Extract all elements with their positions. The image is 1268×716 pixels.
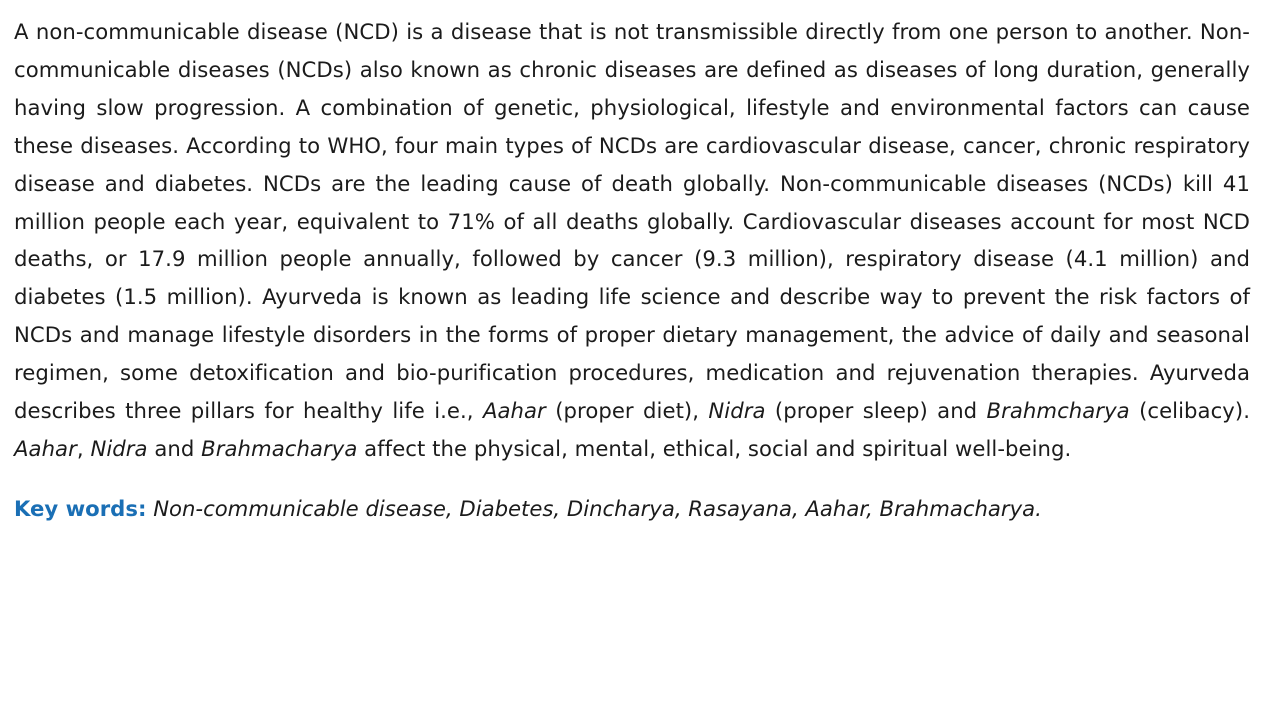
abstract-paragraph (14, 13, 1250, 468)
abstract-text-2: (proper diet), (545, 398, 709, 424)
term-aahar-2: Aahar (14, 435, 77, 461)
term-aahar: Aahar (482, 398, 546, 424)
term-nidra-2: Nidra (90, 435, 148, 461)
abstract-text-5: , (76, 435, 91, 461)
keywords-label: Key words: (14, 495, 147, 521)
document-page (14, 13, 1250, 528)
term-nidra: Nidra (708, 398, 766, 424)
abstract-text-3: (proper sleep) and (765, 398, 987, 424)
keywords-line (14, 490, 1250, 528)
abstract-text-6: and (147, 435, 202, 461)
abstract-text-1: A non-communicable disease (NCD) is a disease that is not transmissible directly from one person to another. Non-communicable diseases (NCDs) also known as chronic diseases are defined as diseases of long duration, generally having slow progression. A combination of genetic, physiological, lifestyle and environmental factors can cause these diseases. According to WHO, four main types of NCDs are cardiovascular disease, cancer, chronic respiratory disease and diabetes. NCDs are the leading cause of death globally. Non-communicable diseases (NCDs) kill 41 million people each year, equivalent to 71% of all deaths globally. Cardiovascular diseases account for most NCD deaths, or 17.9 million people annually, followed by cancer (9.3 million), respiratory disease (4.1 million) and diabetes (1.5 million). Ayurveda is known as leading life science and describe way to prevent the risk factors of NCDs and manage lifestyle disorders in the forms of proper dietary management, the advice of daily and seasonal regimen, some detoxification and bio-purification procedures, medication and rejuvenation therapies. Ayurveda describes three pillars for healthy life i.e., (14, 19, 1250, 424)
abstract-text-4: (celibacy). (1129, 398, 1250, 424)
term-brahmcharya: Brahmcharya (986, 398, 1130, 424)
keywords-list: Non-communicable disease, Diabetes, Dincharya, Rasayana, Aahar, Brahmacharya. (153, 495, 1042, 521)
abstract-text-7: affect the physical, mental, ethical, social and spiritual well-being. (357, 435, 1072, 461)
term-brahmacharya: Brahmacharya (201, 435, 358, 461)
